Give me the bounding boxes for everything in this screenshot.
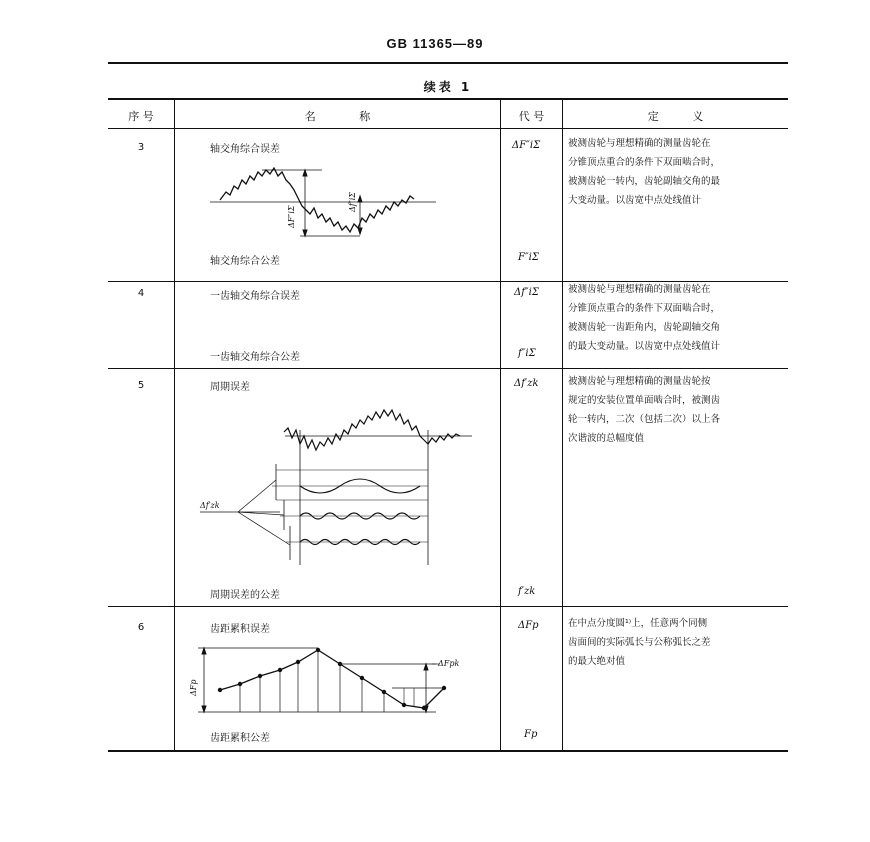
tolerance-name: 一齿轴交角综合公差 (210, 352, 300, 363)
standard-code: GB 11365—89 (386, 36, 484, 51)
column-header-no: 序 号 (128, 110, 154, 123)
column-header-symbol: 代 号 (518, 110, 545, 123)
column-header-definition: 定 义 (647, 110, 704, 123)
term-definition: 被测齿轮与理想精确的测量齿轮在 分锥顶点重合的条件下双面啮合时， 被测齿轮一齿距角内，齿轮副轴交角 的最大变动量。以齿宽中点处线值计 (568, 284, 721, 352)
row-number: 4 (137, 288, 145, 299)
tolerance-symbol: F″iΣ (518, 252, 539, 263)
tolerance-name: 轴交角综合公差 (210, 256, 280, 267)
term-name: 周期误差 (210, 382, 250, 393)
term-definition: 被测齿轮与理想精确的测量齿轮按 规定的安装位置单面啮合时，被测齿 轮一转内，二次（包括二次）以上各 次谐波的总幅度值 (568, 376, 721, 444)
tolerance-symbol: Fp (524, 729, 538, 740)
term-symbol: ΔFp (518, 620, 539, 631)
figure-label: Δf′zk (200, 501, 220, 510)
term-symbol: Δf′zk (514, 378, 539, 389)
row-number: 6 (137, 622, 145, 633)
term-definition: 被测齿轮与理想精确的测量齿轮在 分锥顶点重合的条件下双面啮合时， 被测齿轮一转内，齿轮副轴交角的最 大变动量。以齿宽中点处线值计 (568, 138, 721, 206)
tolerance-symbol: f″iΣ (518, 348, 536, 359)
term-name: 齿距累积误差 (210, 624, 270, 635)
tolerance-symbol: f′zk (518, 586, 536, 597)
figure-axis-angle-error (210, 168, 436, 236)
figure-label: Δf″iΣ (348, 192, 357, 212)
tolerance-name: 齿距累积公差 (210, 733, 270, 744)
figure-periodic-error (199, 410, 472, 565)
term-symbol: ΔF″iΣ (512, 140, 541, 151)
tolerance-name: 周期误差的公差 (210, 590, 280, 601)
term-name: 一齿轴交角综合误差 (210, 291, 300, 302)
figure-label: ΔFp (189, 679, 198, 696)
row-number: 5 (137, 380, 145, 391)
term-name: 轴交角综合误差 (210, 144, 280, 155)
figure-label: ΔFpk (438, 659, 460, 668)
row-number: 3 (137, 142, 145, 153)
term-symbol: Δf″iΣ (514, 287, 539, 298)
column-header-name: 名 称 (304, 110, 371, 123)
figure-pitch-error (189, 648, 459, 712)
figure-label: ΔF″iΣ (287, 205, 296, 228)
term-definition: 在中点分度圆¹⁾上，任意两个同侧 齿面间的实际弧长与公称弧长之差 的最大绝对值 (568, 618, 711, 667)
continued-label: 续表 1 (423, 80, 473, 94)
